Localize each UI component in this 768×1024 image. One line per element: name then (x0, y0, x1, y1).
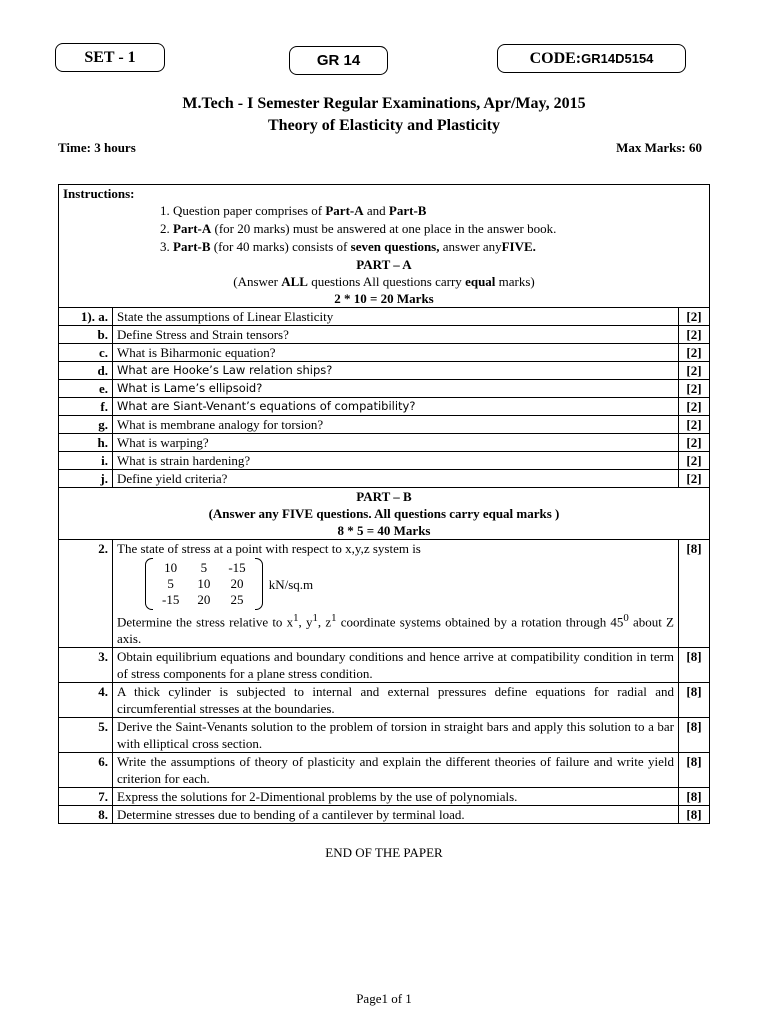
question-row: d. What are Hooke’s Law relation ships? [2] (59, 362, 710, 380)
question-row: 3. Obtain equilibrium equations and boundary conditions and hence arrive at compatibility condition in term of stress components for a plane stress condition. [8] (59, 648, 710, 683)
part-b-note: (Answer any FIVE questions. All questions carry equal marks ) (208, 506, 560, 521)
page-number: Page1 of 1 (356, 991, 412, 1006)
q2-text: Determine the stress relative to $x^1$, $y^1$, $z^1$ coordinate systems obtained by a rotation through $45^0$ about Z axis. (117, 612, 674, 647)
code-value: GR14D5154 (581, 51, 654, 66)
stress-matrix (145, 558, 674, 610)
matrix-left-bracket (145, 558, 153, 610)
part-b-marks: 8 * 5 = 40 Marks (337, 523, 431, 538)
time-duration: Time: 3 hours (58, 140, 136, 155)
matrix-values: 10 5 -15 5 10 20 -15 20 25 (162, 560, 246, 607)
question-row: f. What are Siant-Venant’s equations of compatibility? [2] (59, 398, 710, 416)
instructions-row (59, 185, 710, 308)
instructions-list (63, 202, 705, 256)
code-prefix: CODE: (529, 50, 582, 67)
question-row: b. Define Stress and Strain tensors? [2] (59, 326, 710, 344)
question-row: j. Define yield criteria? [2] (59, 470, 710, 488)
question-row: 1). a. State the assumptions of Linear Elasticity [2] (59, 308, 710, 326)
question-row: g. What is membrane analogy for torsion? [2] (59, 416, 710, 434)
question-row: e. What is Lame’s ellipsoid? [2] (59, 380, 710, 398)
set-label: SET - 1 (55, 43, 165, 72)
part-a-note: (Answer ALL questions All questions carry equal marks) (233, 274, 535, 289)
q2-intro: The state of stress at a point with respect to x,y,z system is (117, 541, 421, 556)
question-table (58, 184, 710, 824)
exam-title: M.Tech - I Semester Regular Examinations, Apr/May, 2015 (182, 95, 586, 112)
question-row: 2. The state of stress at a point with respect to x,y,z system is 10 5 -15 5 10 20 -15 20 25 kN/sq.m Determine the stress relative to $x^1$, $y^1$, $z^1$ coordinate systems obtained by a rotation through $45^0$ about Z axis. [8] (59, 540, 710, 648)
part-a-title: PART – A (356, 257, 412, 272)
part-b-header-row (59, 488, 710, 540)
instruction-item: 1. Question paper comprises of Part-A and Part-B (173, 202, 705, 220)
matrix-unit: kN/sq.m (268, 576, 314, 592)
question-row: i. What is strain hardening? [2] (59, 452, 710, 470)
end-of-paper: END OF THE PAPER (325, 845, 443, 860)
instruction-item: 2. Part-A (for 20 marks) must be answered at one place in the answer book. (173, 220, 705, 238)
gr-label: GR 14 (289, 46, 388, 75)
question-row: 8. Determine stresses due to bending of a cantilever by terminal load. [8] (59, 806, 710, 824)
question-row: c. What is Biharmonic equation? [2] (59, 344, 710, 362)
question-row: 5. Derive the Saint-Venants solution to the problem of torsion in straight bars and apply this solution to a bar with elliptical cross section. [8] (59, 718, 710, 753)
instruction-item: 3. Part-B (for 40 marks) consists of seven questions, answer anyFIVE. (173, 238, 705, 256)
subject-title: Theory of Elasticity and Plasticity (268, 117, 500, 134)
code-label (497, 44, 686, 73)
question-row: h. What is warping? [2] (59, 434, 710, 452)
max-marks: Max Marks: 60 (616, 140, 702, 155)
question-row: 4. A thick cylinder is subjected to internal and external pressures define equations for radial and circumferential stresses at the boundaries. [8] (59, 683, 710, 718)
question-row: 6. Write the assumptions of theory of plasticity and explain the different theories of failure and write yield criterion for each. [8] (59, 753, 710, 788)
instructions-title: Instructions: (63, 186, 135, 201)
part-b-title: PART – B (356, 489, 412, 504)
question-row: 7. Express the solutions for 2-Dimentional problems by the use of polynomials. [8] (59, 788, 710, 806)
part-a-marks: 2 * 10 = 20 Marks (334, 291, 434, 306)
matrix-right-bracket (255, 558, 263, 610)
